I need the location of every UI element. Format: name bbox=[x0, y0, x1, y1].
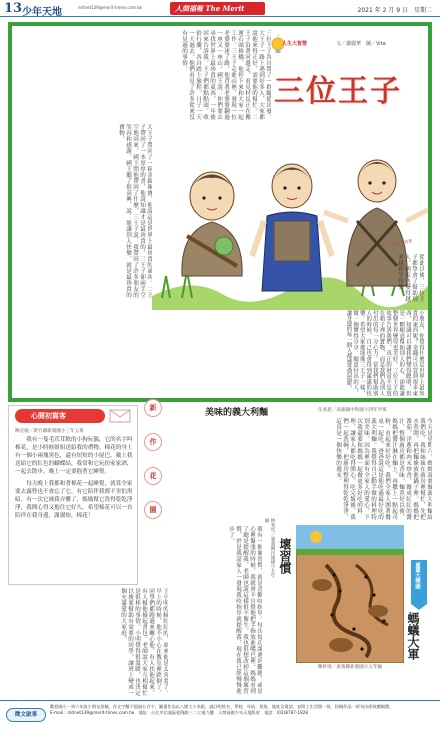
article1-title: 美味的義大利麵 bbox=[205, 408, 269, 418]
badge-yuan: 園 bbox=[144, 501, 162, 519]
brand-label: 人生大智慧 bbox=[282, 41, 308, 47]
issue-date: 2021 年 2 月 9 日 星期二 bbox=[357, 7, 432, 14]
article1-body: 今天是星期六，媽媽說要做義大利麵給我們吃。我和妹妹在廚房裡幫忙，先把水煮開，再把麵條放進鍋子裡。媽媽把番茄、洋蔥和肉末炒香，做成紅紅的醬汁，整個廚房都是香味。麵煮好以後，媽媽把醬汁淋在麵上，再撒上一點起司粉，看起來好好吃。我們全家人圍著餐桌一起吃，爸爸說這是他吃過最好吃的義大利麵。我覺得自己動手做的料理特別美味，因為裡面有全家人的愛心。下次我還要和媽媽一起做更多好吃的料理，讓家人都吃得開心。吃完飯後，我們一起洗碗，把廚房整理得乾乾淨淨，這真是一個快樂的週末。 bbox=[335, 418, 432, 520]
header-email: mitnet139@merit-times.com.tw bbox=[78, 5, 142, 10]
top-story-panel bbox=[8, 22, 432, 402]
call-for-submissions: 徵文啟事 bbox=[6, 708, 46, 722]
column-body bbox=[15, 436, 135, 520]
footer-line: E-mail：mitnet139@merit-times.com.tw 地址：台北市信義區松隆路三二七號九樓 人間福報少年天地版收 電話：(02)8787-1828 bbox=[50, 710, 309, 715]
badge-hua: 花 bbox=[144, 467, 162, 485]
story-text-left: 大王子帶回了一箱金銀珠寶，他說這是世界上最珍貴的東西。二王子帶回了一本厚厚的書，他說知識才是最珍貴的。三王子卻兩手空空地回來，國王問他帶回了什麼，三王子說：我帶回了許多朋友的笑容和感謝。國王聽了很高興，說：能讓別人快樂，就是最珍貴的寶物。 bbox=[118, 124, 152, 298]
article3-body: 王小明的臉紅紅的，原來他是太害羞了。早上的時候，他不小心在教室裡跌倒了，同學們都跑過來關心他，有人扶他起來，有人幫他撿起書包。老師說大家互相幫忙是很棒的事情。小明覺得很溫暖，也決定以後要幫助有需要的同學，讓班上變成一個充滿愛的大家庭。 bbox=[120, 588, 168, 696]
page-header bbox=[0, 0, 440, 17]
footer-notice bbox=[50, 704, 434, 716]
column-box bbox=[8, 405, 138, 585]
column-paragraph: 每天晚上我都和著棉花一起睡覺，就算全家要去露營也不會忘了它，有它陪伴我都不害怕黑暗。有一次它被我弄髒了，媽媽幫它洗得乾乾淨淨，我開心得又抱住它好久。希望棉花可以一直陪伴在我身邊，謝謝妳，棉花！ bbox=[15, 481, 133, 519]
page-number: 13 bbox=[4, 1, 23, 16]
section-title: 少年天地 bbox=[22, 7, 62, 18]
column-author: 陳宣媛／新竹縣新埔國小三年五班 bbox=[15, 429, 84, 434]
newspaper-logo: 人間福報 The Merit bbox=[170, 2, 265, 15]
art-caption: 陳妍靖／嘉義縣新港國小五年級 bbox=[317, 665, 383, 670]
artist-stamp: 願人人都是大智慧 bbox=[380, 238, 413, 249]
badge-zuo: 作 bbox=[144, 433, 162, 451]
column-paragraph: 我有一隻毛茸茸軟的小狗玩偶，它的名字叫棉花，是小時候姐姐送給我的禮物。棉花的身上有一個小兩塊黑色，還有短短的小尾巴，戴上我送給它的紅色的蝴蝶結，我常和它玩扮家家酒，一起去散步，晚上一定要抱著它睡覺。 bbox=[15, 437, 133, 475]
badge-xin: 新 bbox=[144, 399, 162, 417]
article1-author: 任承恩／高雄縣中和國小四年甲班 bbox=[318, 408, 387, 413]
article2-body: 我有一個壞習慣，就是喜歡咬指甲。每次寫功課遇到難題，或是心裡緊張的時候，我就會不自覺地把手指放進嘴巴裡。媽媽看到了總是提醒我，老師也說這樣很不衛生。我也很想改掉這個壞習慣，於是我請家人一發現我咬指甲就提醒我，現在我已經慢慢進步了。 bbox=[228, 526, 262, 694]
envelope-icon bbox=[109, 408, 131, 424]
article2-author: 林宥廷／嘉義縣民雄國小五年級 bbox=[264, 518, 275, 578]
ribbon-text: 童畫大樂園 bbox=[414, 562, 420, 589]
footer-line: 歡迎國小一到六年級小朋友投稿，作文字數不超過五百字，圖畫作品以八開大小為限，請註明姓名、學校、年級、班級、地址及電話，並附上生活照一張，投稿作品一經刊出即致贈稿費。 bbox=[50, 704, 394, 709]
ant-army-drawing bbox=[296, 525, 404, 663]
new-works-badges bbox=[140, 395, 170, 530]
story-text-right-bottom: 從此以後，三位王子都學會了幫助別人，國家也變得越來越和平快樂。 bbox=[397, 254, 424, 302]
article2-title: 壞習慣 bbox=[278, 538, 292, 574]
story-byline: 文／蕭麗華 圖／Vita bbox=[336, 41, 386, 47]
story-text-bottom: 小朋友，你覺得什麼是世界上最珍貴的東西呢？金錢可以買到很多東西，知識可以讓我們變得聰明，但是一顆願意幫助別人的心，卻能讓整個世界變得更美好。三位王子的故事告訴我們，真正的財富不是放在箱子裡的寶物，而是我們為別人付出的每一分心力。當我們幫助別人的時候，自己也會得到滿滿的快樂。希望大家都能像三王子一樣，做一個懂得分享、願意付出的人，讓身邊的每一個人都感受到溫暖。 bbox=[345, 310, 424, 396]
story-text-top: 三位王子各自帶了一群隨從出發。大王子一路上遇到好多人，大家都說他來得正好，需要他的幫忙。二王子沿著河邊走，看見村民正在搬運石頭修橋，他停下來和大家一起工作。三王子走進山裡，發現一位老婆婆迷了路，他背著老婆婆翻過一座又一座山。國王說：你們要去尋找世界上最珍貴的東西，一年後回來告訴我。王子們都點點頭，收拾行囊，各自踏上旅程。日子一天一天過去，他們看見了許多從來沒有見過的事情。 bbox=[181, 30, 271, 120]
column-header: 心閱初寫客 bbox=[15, 409, 105, 423]
art-title: 螞蟻大軍 bbox=[406, 612, 420, 660]
page-footer bbox=[0, 700, 440, 735]
story-title: 三位王子 bbox=[274, 74, 402, 109]
